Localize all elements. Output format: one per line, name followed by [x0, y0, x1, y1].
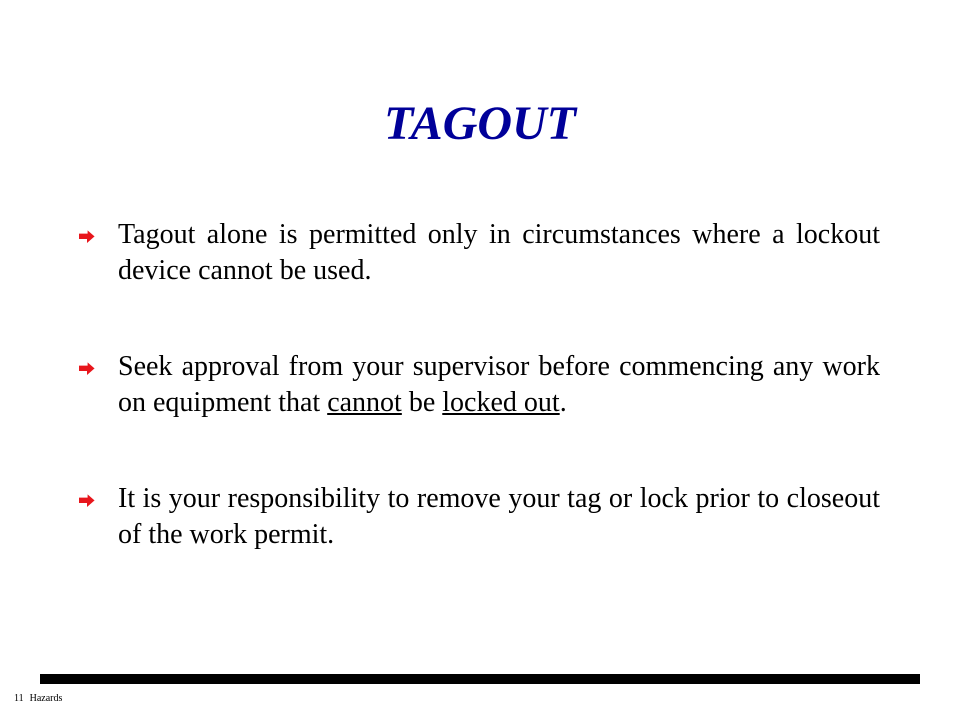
bullet-text-middle: be	[401, 387, 443, 418]
right-arrow-icon	[79, 361, 95, 375]
right-arrow-icon	[79, 493, 95, 507]
footer-rule	[40, 674, 920, 684]
right-arrow-icon	[79, 229, 95, 243]
bullet-list	[78, 217, 880, 553]
page-number: 11	[14, 693, 24, 704]
bullet-text-after: .	[559, 387, 567, 418]
bullet-text: Tagout alone is permitted only in circumstances where a lockout device cannot be used.	[118, 219, 880, 286]
underlined-locked-out: locked out	[442, 387, 560, 418]
section-label: Hazards	[29, 693, 63, 704]
bullet-text	[118, 351, 880, 418]
bullet-item	[78, 481, 880, 553]
bullet-item	[78, 349, 880, 421]
underlined-cannot: cannot	[327, 387, 402, 418]
slide-title: TAGOUT	[384, 97, 576, 150]
bullet-text: It is your responsibility to remove your tag or lock prior to closeout of the work permit.	[118, 483, 880, 550]
bullet-item	[78, 217, 880, 289]
footer	[14, 693, 62, 705]
bullet-text-before: Seek approval from your supervisor before commencing any work on equipment that	[118, 351, 880, 418]
